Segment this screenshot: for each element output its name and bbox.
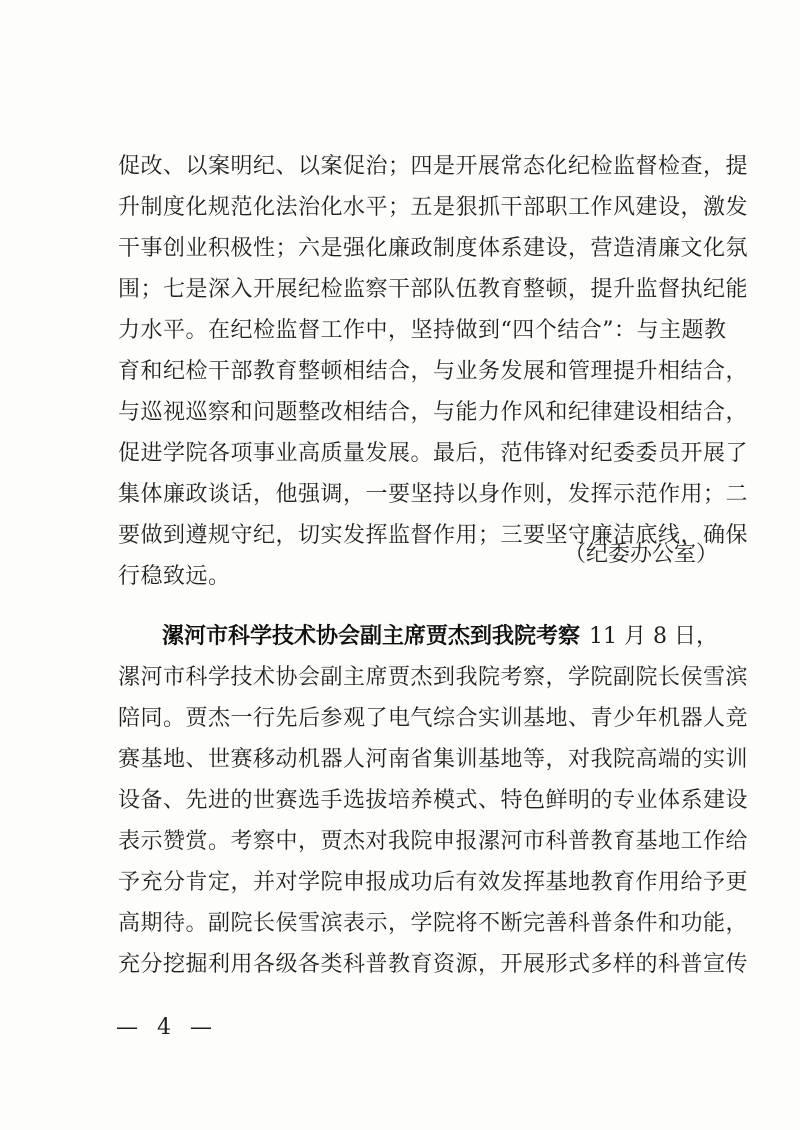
paragraph-last-line: 行稳致远。 (118, 564, 231, 589)
paragraph-line: 予充分肯定，并对学院申报成功后有效发挥基地教育作用给予更 (118, 870, 749, 895)
paragraph-line: 充分挖掘利用各级各类科普教育资源，开展形式多样的科普宣传 (118, 952, 749, 977)
paragraph-line: 表示赞赏。考察中，贾杰对我院申报漯河市科普教育基地工作给 (118, 829, 749, 854)
paragraph-line: 陪同。贾杰一行先后参观了电气综合实训基地、青少年机器人竞 (118, 706, 749, 731)
article-headline: 漯河市科学技术协会副主席贾杰到我院考察 (162, 624, 581, 649)
paragraph-line: 与巡视巡察和问题整改相结合，与能力作风和纪律建设相结合， (118, 400, 749, 425)
paragraph-line: 漯河市科学技术协会副主席贾杰到我院考察，学院副院长侯雪滨 (118, 665, 749, 690)
paragraph-line: 促改、以案明纪、以案促治；四是开展常态化纪检监督检查，提 (118, 154, 749, 179)
paragraph-line: 设备、先进的世赛选手选拔培养模式、特色鲜明的专业体系建设 (118, 788, 749, 813)
paragraph-line: 集体廉政谈话，他强调，一要坚持以身作则，发挥示范作用；二 (118, 482, 749, 507)
paragraph-line: 要做到遵规守纪，切实发挥监督作用；三要坚守廉洁底线，确保 (118, 523, 749, 548)
paragraph-line: 高期待。副院长侯雪滨表示，学院将不断完善科普条件和功能， (118, 911, 749, 936)
signature: （纪委办公室） (563, 542, 718, 567)
paragraph-line: 促进学院各项事业高质量发展。最后，范伟锋对纪委委员开展了 (118, 441, 749, 466)
paragraph-line: 升制度化规范化法治化水平；五是狠抓干部职工作风建设，激发 (118, 195, 749, 220)
paragraph-line: 围；七是深入开展纪检监察干部队伍教育整顿，提升监督执纪能 (118, 277, 749, 302)
page-number: — 4 — (116, 1015, 218, 1040)
article-date: 11 月 8 日， (589, 624, 718, 649)
paragraph-line: 赛基地、世赛移动机器人河南省集训基地等，对我院高端的实训 (118, 747, 749, 772)
paragraph-line: 育和纪检干部教育整顿相结合，与业务发展和管理提升相结合， (118, 359, 749, 384)
paragraph-line: 干事创业积极性；六是强化廉政制度体系建设，营造清廉文化氛 (118, 236, 749, 261)
paragraph-line: 力水平。在纪检监督工作中，坚持做到“四个结合”：与主题教 (118, 318, 727, 343)
